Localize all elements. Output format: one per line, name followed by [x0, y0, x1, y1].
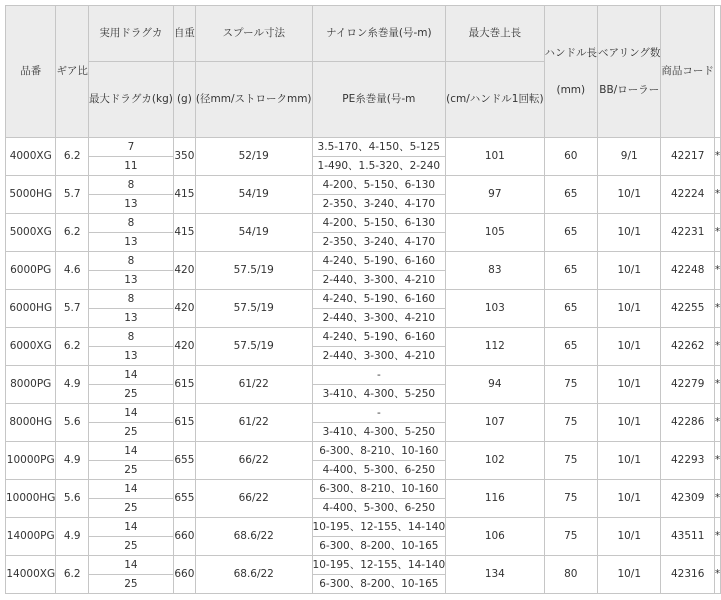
max-retrieve-cell: 94: [446, 366, 544, 404]
mark-cell: *: [714, 214, 720, 252]
product-code-cell: 42262: [661, 328, 715, 366]
table-row: [6, 290, 721, 309]
max-retrieve-cell: 83: [446, 252, 544, 290]
weight-cell: 615: [173, 404, 195, 442]
pe-capacity-cell: 6-300、8-200、10-165: [312, 575, 446, 594]
gear-ratio-cell: 6.2: [56, 328, 89, 366]
max-drag-cell: 25: [88, 499, 173, 518]
table-row: [6, 176, 721, 195]
model-cell: 14000PG: [6, 518, 56, 556]
header-spool-unit: (径mm/ストロークmm): [195, 62, 312, 138]
weight-cell: 350: [173, 138, 195, 176]
product-code-cell: 42286: [661, 404, 715, 442]
mark-cell: *: [714, 176, 720, 214]
mark-cell: *: [714, 442, 720, 480]
pe-capacity-cell: 2-440、3-300、4-210: [312, 309, 446, 328]
bearings-cell: 10/1: [598, 480, 661, 518]
handle-length-cell: 65: [544, 328, 598, 366]
model-cell: 6000HG: [6, 290, 56, 328]
weight-cell: 420: [173, 290, 195, 328]
practical-drag-cell: 8: [88, 290, 173, 309]
bearings-cell: 10/1: [598, 328, 661, 366]
table-row: [6, 366, 721, 385]
pe-capacity-cell: 6-300、8-200、10-165: [312, 537, 446, 556]
max-drag-cell: 13: [88, 347, 173, 366]
weight-cell: 615: [173, 366, 195, 404]
bearings-cell: 10/1: [598, 176, 661, 214]
practical-drag-cell: 14: [88, 480, 173, 499]
max-drag-cell: 25: [88, 537, 173, 556]
table-row: [6, 138, 721, 157]
pe-capacity-cell: 3-410、4-300、5-250: [312, 385, 446, 404]
mark-cell: *: [714, 290, 720, 328]
header-handle-length: ハンドル長: [544, 47, 598, 60]
weight-cell: 420: [173, 252, 195, 290]
spool-cell: 57.5/19: [195, 252, 312, 290]
header-practical-drag: 実用ドラグカ: [88, 6, 173, 62]
bearings-cell: 10/1: [598, 214, 661, 252]
max-retrieve-cell: 103: [446, 290, 544, 328]
gear-ratio-cell: 6.2: [56, 138, 89, 176]
spool-cell: 66/22: [195, 442, 312, 480]
mark-cell: *: [714, 138, 720, 176]
max-retrieve-cell: 112: [446, 328, 544, 366]
nylon-capacity-cell: 4-240、5-190、6-160: [312, 328, 446, 347]
spool-cell: 57.5/19: [195, 290, 312, 328]
nylon-capacity-cell: -: [312, 404, 446, 423]
gear-ratio-cell: 4.9: [56, 442, 89, 480]
weight-cell: 415: [173, 176, 195, 214]
pe-capacity-cell: 2-350、3-240、4-170: [312, 233, 446, 252]
header-bearings-count: ベアリング数: [598, 47, 661, 60]
handle-length-cell: 75: [544, 404, 598, 442]
product-code-cell: 42255: [661, 290, 715, 328]
nylon-capacity-cell: 4-240、5-190、6-160: [312, 252, 446, 271]
handle-length-cell: 75: [544, 366, 598, 404]
product-code-cell: 42293: [661, 442, 715, 480]
nylon-capacity-cell: -: [312, 366, 446, 385]
gear-ratio-cell: 5.6: [56, 404, 89, 442]
max-retrieve-cell: 102: [446, 442, 544, 480]
max-retrieve-cell: 97: [446, 176, 544, 214]
spool-cell: 52/19: [195, 138, 312, 176]
practical-drag-cell: 14: [88, 442, 173, 461]
nylon-capacity-cell: 4-200、5-150、6-130: [312, 176, 446, 195]
gear-ratio-cell: 5.7: [56, 290, 89, 328]
pe-capacity-cell: 4-400、5-300、6-250: [312, 499, 446, 518]
nylon-capacity-cell: 10-195、12-155、14-140: [312, 518, 446, 537]
mark-cell: *: [714, 404, 720, 442]
handle-length-cell: 75: [544, 442, 598, 480]
header-handle-unit: (mm): [556, 83, 586, 96]
max-drag-cell: 25: [88, 385, 173, 404]
spec-table-body: [6, 6, 721, 594]
mark-cell: *: [714, 480, 720, 518]
bearings-cell: 10/1: [598, 366, 661, 404]
spool-cell: 61/22: [195, 404, 312, 442]
pe-capacity-cell: 2-350、3-240、4-170: [312, 195, 446, 214]
header-handle: [544, 6, 598, 138]
nylon-capacity-cell: 10-195、12-155、14-140: [312, 556, 446, 575]
max-drag-cell: 13: [88, 309, 173, 328]
model-cell: 14000XG: [6, 556, 56, 594]
mark-cell: *: [714, 518, 720, 556]
practical-drag-cell: 14: [88, 556, 173, 575]
practical-drag-cell: 8: [88, 176, 173, 195]
bearings-cell: 10/1: [598, 404, 661, 442]
handle-length-cell: 65: [544, 290, 598, 328]
table-row: [6, 556, 721, 575]
model-cell: 10000PG: [6, 442, 56, 480]
bearings-cell: 9/1: [598, 138, 661, 176]
spool-cell: 68.6/22: [195, 518, 312, 556]
gear-ratio-cell: 6.2: [56, 214, 89, 252]
weight-cell: 660: [173, 518, 195, 556]
product-code-cell: 42309: [661, 480, 715, 518]
spool-cell: 68.6/22: [195, 556, 312, 594]
table-row: [6, 252, 721, 271]
header-bearings: [598, 6, 661, 138]
gear-ratio-cell: 6.2: [56, 556, 89, 594]
gear-ratio-cell: 4.6: [56, 252, 89, 290]
weight-cell: 420: [173, 328, 195, 366]
product-code-cell: 42316: [661, 556, 715, 594]
product-code-cell: 42224: [661, 176, 715, 214]
max-drag-cell: 25: [88, 575, 173, 594]
bearings-cell: 10/1: [598, 252, 661, 290]
product-code-cell: 42279: [661, 366, 715, 404]
bearings-cell: 10/1: [598, 518, 661, 556]
max-drag-cell: 11: [88, 157, 173, 176]
header-product-code: 商品コード: [661, 6, 715, 138]
table-row: [6, 328, 721, 347]
max-retrieve-cell: 116: [446, 480, 544, 518]
gear-ratio-cell: 5.6: [56, 480, 89, 518]
gear-ratio-cell: 4.9: [56, 518, 89, 556]
max-retrieve-cell: 134: [446, 556, 544, 594]
header-model: 品番: [6, 6, 56, 138]
spool-cell: 54/19: [195, 214, 312, 252]
max-drag-cell: 13: [88, 233, 173, 252]
handle-length-cell: 80: [544, 556, 598, 594]
product-code-cell: 42217: [661, 138, 715, 176]
max-drag-cell: 25: [88, 423, 173, 442]
product-code-cell: 43511: [661, 518, 715, 556]
spec-table: [5, 5, 721, 594]
spool-cell: 57.5/19: [195, 328, 312, 366]
max-drag-cell: 25: [88, 461, 173, 480]
bearings-cell: 10/1: [598, 442, 661, 480]
model-cell: 6000XG: [6, 328, 56, 366]
bearings-cell: 10/1: [598, 290, 661, 328]
model-cell: 8000PG: [6, 366, 56, 404]
table-row: [6, 518, 721, 537]
weight-cell: 655: [173, 442, 195, 480]
max-drag-cell: 13: [88, 195, 173, 214]
model-cell: 8000HG: [6, 404, 56, 442]
table-row: [6, 214, 721, 233]
nylon-capacity-cell: 6-300、8-210、10-160: [312, 480, 446, 499]
practical-drag-cell: 8: [88, 252, 173, 271]
header-pe-capacity: PE糸巻量(号-m: [312, 62, 446, 138]
header-gear-ratio: ギア比: [56, 6, 89, 138]
model-cell: 5000XG: [6, 214, 56, 252]
table-row: [6, 442, 721, 461]
bearings-cell: 10/1: [598, 556, 661, 594]
practical-drag-cell: 7: [88, 138, 173, 157]
mark-cell: *: [714, 556, 720, 594]
weight-cell: 660: [173, 556, 195, 594]
pe-capacity-cell: 4-400、5-300、6-250: [312, 461, 446, 480]
max-retrieve-cell: 105: [446, 214, 544, 252]
practical-drag-cell: 14: [88, 404, 173, 423]
header-blank: [714, 6, 720, 138]
spool-cell: 54/19: [195, 176, 312, 214]
max-retrieve-cell: 101: [446, 138, 544, 176]
header-max-drag: 最大ドラグカ(kg): [88, 62, 173, 138]
nylon-capacity-cell: 4-200、5-150、6-130: [312, 214, 446, 233]
product-code-cell: 42248: [661, 252, 715, 290]
spool-cell: 61/22: [195, 366, 312, 404]
max-drag-cell: 13: [88, 271, 173, 290]
mark-cell: *: [714, 328, 720, 366]
practical-drag-cell: 14: [88, 518, 173, 537]
header-max-retrieve: 最大巻上長: [446, 6, 544, 62]
gear-ratio-cell: 4.9: [56, 366, 89, 404]
model-cell: 5000HG: [6, 176, 56, 214]
nylon-capacity-cell: 4-240、5-190、6-160: [312, 290, 446, 309]
mark-cell: *: [714, 252, 720, 290]
handle-length-cell: 75: [544, 480, 598, 518]
nylon-capacity-cell: 6-300、8-210、10-160: [312, 442, 446, 461]
pe-capacity-cell: 1-490、1.5-320、2-240: [312, 157, 446, 176]
header-max-retrieve-unit: (cm/ハンドル1回転): [446, 62, 544, 138]
spool-cell: 66/22: [195, 480, 312, 518]
gear-ratio-cell: 5.7: [56, 176, 89, 214]
header-bearings-unit: BB/ローラー: [599, 83, 660, 96]
practical-drag-cell: 8: [88, 328, 173, 347]
pe-capacity-cell: 2-440、3-300、4-210: [312, 271, 446, 290]
product-code-cell: 42231: [661, 214, 715, 252]
handle-length-cell: 60: [544, 138, 598, 176]
model-cell: 6000PG: [6, 252, 56, 290]
table-row: [6, 480, 721, 499]
table-row: [6, 404, 721, 423]
model-cell: 4000XG: [6, 138, 56, 176]
practical-drag-cell: 8: [88, 214, 173, 233]
practical-drag-cell: 14: [88, 366, 173, 385]
header-weight: 自重: [173, 6, 195, 62]
handle-length-cell: 65: [544, 252, 598, 290]
model-cell: 10000HG: [6, 480, 56, 518]
mark-cell: *: [714, 366, 720, 404]
header-nylon-capacity: ナイロン糸巻量(号-m): [312, 6, 446, 62]
nylon-capacity-cell: 3.5-170、4-150、5-125: [312, 138, 446, 157]
header-weight-unit: (g): [173, 62, 195, 138]
pe-capacity-cell: 3-410、4-300、5-250: [312, 423, 446, 442]
max-retrieve-cell: 107: [446, 404, 544, 442]
max-retrieve-cell: 106: [446, 518, 544, 556]
header-row-top: [6, 6, 721, 62]
weight-cell: 655: [173, 480, 195, 518]
header-spool-dims: スプール寸法: [195, 6, 312, 62]
handle-length-cell: 75: [544, 518, 598, 556]
handle-length-cell: 65: [544, 176, 598, 214]
handle-length-cell: 65: [544, 214, 598, 252]
weight-cell: 415: [173, 214, 195, 252]
pe-capacity-cell: 2-440、3-300、4-210: [312, 347, 446, 366]
